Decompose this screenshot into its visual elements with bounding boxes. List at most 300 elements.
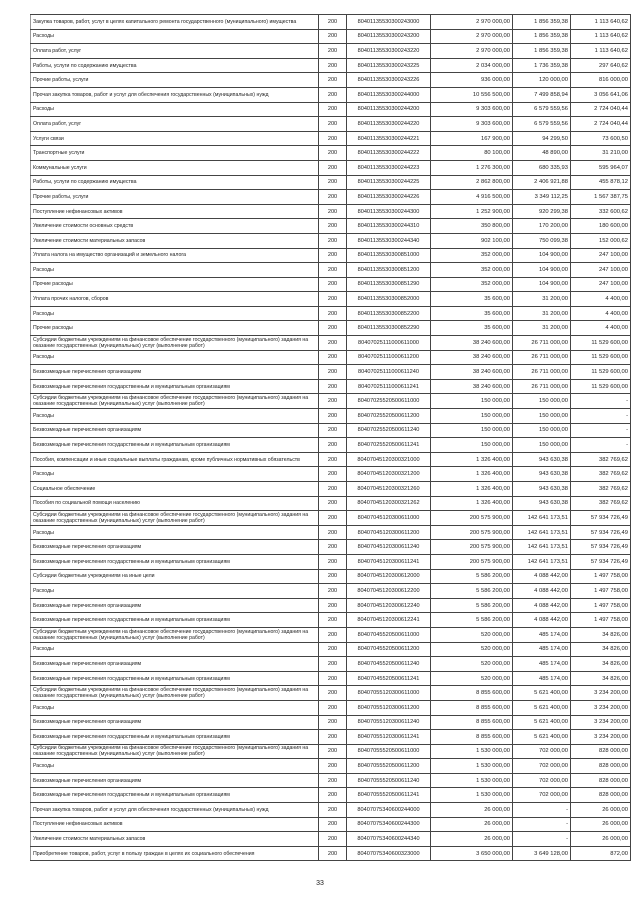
budget-classification-code: 80401135530300244310	[347, 219, 431, 234]
row-description: Субсидии бюджетным учреждениям на финансовое обеспечение государственного (муниципального) задания на оказание государственных (муниципальных) услуг (выполнение работ)	[31, 511, 319, 526]
table-row	[31, 744, 631, 759]
row-description: Расходы	[31, 700, 319, 715]
approved-amount: 1 326 400,00	[431, 467, 513, 482]
budget-classification-code: 80407075340600244300	[347, 817, 431, 832]
line-code: 200	[319, 657, 347, 672]
table-row	[31, 452, 631, 467]
table-row	[31, 87, 631, 102]
executed-amount: 142 641 173,51	[513, 554, 571, 569]
approved-amount: 9 303 600,00	[431, 102, 513, 117]
line-code: 200	[319, 321, 347, 336]
table-row	[31, 233, 631, 248]
row-description: Прочие расходы	[31, 277, 319, 292]
line-code: 200	[319, 759, 347, 774]
budget-classification-code: 80401135530300244300	[347, 204, 431, 219]
executed-amount: 142 641 173,51	[513, 525, 571, 540]
table-row	[31, 817, 631, 832]
line-code: 200	[319, 817, 347, 832]
budget-classification-code: 80401135530300243226	[347, 73, 431, 88]
row-description: Работы, услуги по содержанию имущества	[31, 175, 319, 190]
unexecuted-amount: -	[571, 409, 631, 424]
unexecuted-amount: 4 400,00	[571, 306, 631, 321]
row-description: Субсидии бюджетным учреждениям на финансовое обеспечение государственного (муниципального) задания на оказание государственных (муниципальных) услуг (выполнение работ)	[31, 686, 319, 701]
executed-amount: 7 499 858,94	[513, 87, 571, 102]
row-description: Уплата прочих налогов, сборов	[31, 292, 319, 307]
line-code: 200	[319, 700, 347, 715]
executed-amount: 4 088 442,00	[513, 613, 571, 628]
approved-amount: 200 575 900,00	[431, 525, 513, 540]
budget-classification-code: 80407045520500611200	[347, 642, 431, 657]
budget-classification-code: 80407025520500611241	[347, 438, 431, 453]
budget-classification-code: 80407025520500611240	[347, 423, 431, 438]
line-code: 200	[319, 467, 347, 482]
table-row	[31, 496, 631, 511]
row-description: Безвозмездные перечисления государственным и муниципальным организациям	[31, 379, 319, 394]
budget-classification-code: 80401135530300852200	[347, 306, 431, 321]
unexecuted-amount: 1 113 640,62	[571, 29, 631, 44]
executed-amount: 104 900,00	[513, 277, 571, 292]
approved-amount: 1 530 000,00	[431, 773, 513, 788]
line-code: 200	[319, 131, 347, 146]
approved-amount: 520 000,00	[431, 657, 513, 672]
table-row	[31, 832, 631, 847]
approved-amount: 1 326 400,00	[431, 452, 513, 467]
row-description: Расходы	[31, 759, 319, 774]
line-code: 200	[319, 846, 347, 861]
table-row	[31, 759, 631, 774]
executed-amount: 142 641 173,51	[513, 540, 571, 555]
line-code: 200	[319, 204, 347, 219]
executed-amount: 31 200,00	[513, 292, 571, 307]
approved-amount: 8 855 600,00	[431, 715, 513, 730]
line-code: 200	[319, 306, 347, 321]
line-code: 200	[319, 554, 347, 569]
executed-amount: 4 088 442,00	[513, 598, 571, 613]
approved-amount: 10 556 500,00	[431, 87, 513, 102]
line-code: 200	[319, 773, 347, 788]
approved-amount: 150 000,00	[431, 394, 513, 409]
approved-amount: 26 000,00	[431, 817, 513, 832]
approved-amount: 1 276 300,00	[431, 160, 513, 175]
approved-amount: 200 575 900,00	[431, 511, 513, 526]
approved-amount: 902 100,00	[431, 233, 513, 248]
approved-amount: 8 855 600,00	[431, 730, 513, 745]
unexecuted-amount: 3 234 200,00	[571, 715, 631, 730]
executed-amount: 1 856 359,38	[513, 15, 571, 30]
executed-amount: 485 174,00	[513, 671, 571, 686]
line-code: 200	[319, 642, 347, 657]
line-code: 200	[319, 44, 347, 59]
budget-classification-code: 80407045120300612241	[347, 613, 431, 628]
table-row	[31, 700, 631, 715]
unexecuted-amount: 73 600,50	[571, 131, 631, 146]
budget-classification-code: 80401135530300852290	[347, 321, 431, 336]
table-row	[31, 336, 631, 351]
executed-amount: 48 890,00	[513, 146, 571, 161]
unexecuted-amount: 3 234 200,00	[571, 700, 631, 715]
budget-classification-code: 80407045520500611241	[347, 671, 431, 686]
approved-amount: 5 586 200,00	[431, 613, 513, 628]
unexecuted-amount: 57 934 726,49	[571, 511, 631, 526]
line-code: 200	[319, 190, 347, 205]
unexecuted-amount: 4 400,00	[571, 321, 631, 336]
unexecuted-amount: 297 640,62	[571, 58, 631, 73]
row-description: Безвозмездные перечисления государственным и муниципальным организациям	[31, 554, 319, 569]
budget-classification-code: 80407045120300321000	[347, 452, 431, 467]
unexecuted-amount: 1 497 758,00	[571, 598, 631, 613]
approved-amount: 5 586 200,00	[431, 598, 513, 613]
row-description: Безвозмездные перечисления государственным и муниципальным организациям	[31, 730, 319, 745]
approved-amount: 35 600,00	[431, 292, 513, 307]
approved-amount: 2 862 800,00	[431, 175, 513, 190]
line-code: 200	[319, 409, 347, 424]
budget-classification-code: 80407045120300611240	[347, 540, 431, 555]
table-row	[31, 365, 631, 380]
line-code: 200	[319, 73, 347, 88]
executed-amount: 150 000,00	[513, 394, 571, 409]
executed-amount: 5 621 400,00	[513, 686, 571, 701]
executed-amount: 943 630,38	[513, 482, 571, 497]
unexecuted-amount: 31 210,00	[571, 146, 631, 161]
executed-amount: 170 200,00	[513, 219, 571, 234]
executed-amount: 750 099,38	[513, 233, 571, 248]
executed-amount: -	[513, 803, 571, 818]
row-description: Расходы	[31, 29, 319, 44]
row-description: Прочие работы, услуги	[31, 190, 319, 205]
budget-classification-code: 80401135530300243220	[347, 44, 431, 59]
budget-classification-code: 80407075340600244340	[347, 832, 431, 847]
approved-amount: 520 000,00	[431, 627, 513, 642]
budget-classification-code: 80407075340600244000	[347, 803, 431, 818]
unexecuted-amount: 828 000,00	[571, 773, 631, 788]
line-code: 200	[319, 423, 347, 438]
line-code: 200	[319, 336, 347, 351]
unexecuted-amount: 1 113 640,62	[571, 15, 631, 30]
line-code: 200	[319, 627, 347, 642]
approved-amount: 5 586 200,00	[431, 584, 513, 599]
row-description: Прочая закупка товаров, работ и услуг для обеспечения государственных (муниципальных) нужд	[31, 803, 319, 818]
row-description: Безвозмездные перечисления государственным и муниципальным организациям	[31, 613, 319, 628]
unexecuted-amount: 247 100,00	[571, 248, 631, 263]
unexecuted-amount: 11 529 600,00	[571, 350, 631, 365]
table-row	[31, 715, 631, 730]
approved-amount: 35 600,00	[431, 321, 513, 336]
unexecuted-amount: 3 234 200,00	[571, 730, 631, 745]
unexecuted-amount: 595 964,07	[571, 160, 631, 175]
approved-amount: 150 000,00	[431, 423, 513, 438]
approved-amount: 200 575 900,00	[431, 540, 513, 555]
line-code: 200	[319, 219, 347, 234]
row-description: Расходы	[31, 409, 319, 424]
executed-amount: 94 299,50	[513, 131, 571, 146]
table-row	[31, 277, 631, 292]
budget-classification-code: 80401135530300244220	[347, 117, 431, 132]
table-row	[31, 15, 631, 30]
unexecuted-amount: 34 826,00	[571, 657, 631, 672]
line-code: 200	[319, 102, 347, 117]
unexecuted-amount: 34 826,00	[571, 627, 631, 642]
executed-amount: 26 711 000,00	[513, 336, 571, 351]
unexecuted-amount: 382 769,62	[571, 467, 631, 482]
line-code: 200	[319, 525, 347, 540]
budget-classification-code: 80401135530300244200	[347, 102, 431, 117]
row-description: Безвозмездные перечисления организациям	[31, 715, 319, 730]
line-code: 200	[319, 584, 347, 599]
row-description: Субсидии бюджетным учреждениям на финансовое обеспечение государственного (муниципального) задания на оказание государственных (муниципальных) услуг (выполнение работ)	[31, 394, 319, 409]
unexecuted-amount: 382 769,62	[571, 496, 631, 511]
row-description: Услуги связи	[31, 131, 319, 146]
line-code: 200	[319, 350, 347, 365]
executed-amount: 104 900,00	[513, 263, 571, 278]
row-description: Расходы	[31, 350, 319, 365]
line-code: 200	[319, 788, 347, 803]
table-row	[31, 686, 631, 701]
budget-classification-code: 80401135530300243200	[347, 29, 431, 44]
approved-amount: 5 586 200,00	[431, 569, 513, 584]
line-code: 200	[319, 540, 347, 555]
executed-amount: 150 000,00	[513, 438, 571, 453]
budget-classification-code: 80407055520500611240	[347, 773, 431, 788]
row-description: Прочие работы, услуги	[31, 73, 319, 88]
unexecuted-amount: 4 400,00	[571, 292, 631, 307]
approved-amount: 38 240 600,00	[431, 379, 513, 394]
unexecuted-amount: 11 529 600,00	[571, 336, 631, 351]
executed-amount: 150 000,00	[513, 409, 571, 424]
executed-amount: 26 711 000,00	[513, 365, 571, 380]
line-code: 200	[319, 686, 347, 701]
row-description: Увеличение стоимости материальных запасов	[31, 832, 319, 847]
budget-classification-code: 80407045120300611241	[347, 554, 431, 569]
row-description: Расходы	[31, 102, 319, 117]
table-row	[31, 175, 631, 190]
executed-amount: 920 299,38	[513, 204, 571, 219]
row-description: Безвозмездные перечисления организациям	[31, 598, 319, 613]
executed-amount: 943 630,38	[513, 452, 571, 467]
budget-classification-code: 80401135530300244221	[347, 131, 431, 146]
unexecuted-amount: 828 000,00	[571, 759, 631, 774]
unexecuted-amount: -	[571, 438, 631, 453]
budget-classification-code: 80407025111000611200	[347, 350, 431, 365]
unexecuted-amount: 1 497 758,00	[571, 569, 631, 584]
unexecuted-amount: 247 100,00	[571, 263, 631, 278]
table-row	[31, 613, 631, 628]
unexecuted-amount: 2 724 040,44	[571, 102, 631, 117]
executed-amount: 702 000,00	[513, 744, 571, 759]
row-description: Оплата работ, услуг	[31, 117, 319, 132]
unexecuted-amount: 26 000,00	[571, 817, 631, 832]
table-row	[31, 394, 631, 409]
unexecuted-amount: 828 000,00	[571, 788, 631, 803]
row-description: Оплата работ, услуг	[31, 44, 319, 59]
table-row	[31, 525, 631, 540]
executed-amount: 4 088 442,00	[513, 584, 571, 599]
approved-amount: 2 034 000,00	[431, 58, 513, 73]
row-description: Безвозмездные перечисления государственным и муниципальным организациям	[31, 438, 319, 453]
approved-amount: 1 252 900,00	[431, 204, 513, 219]
row-description: Расходы	[31, 263, 319, 278]
budget-classification-code: 80407025111000611241	[347, 379, 431, 394]
executed-amount: 485 174,00	[513, 627, 571, 642]
line-code: 200	[319, 379, 347, 394]
approved-amount: 26 000,00	[431, 803, 513, 818]
budget-classification-code: 80401135530300243000	[347, 15, 431, 30]
budget-classification-code: 80407045120300612200	[347, 584, 431, 599]
executed-amount: 150 000,00	[513, 423, 571, 438]
row-description: Поступление нефинансовых активов	[31, 817, 319, 832]
table-row	[31, 117, 631, 132]
approved-amount: 1 530 000,00	[431, 788, 513, 803]
unexecuted-amount: 180 600,00	[571, 219, 631, 234]
unexecuted-amount: 26 000,00	[571, 803, 631, 818]
table-row	[31, 467, 631, 482]
approved-amount: 38 240 600,00	[431, 336, 513, 351]
table-row	[31, 627, 631, 642]
executed-amount: 3 649 128,00	[513, 846, 571, 861]
line-code: 200	[319, 29, 347, 44]
executed-amount: 2 406 921,88	[513, 175, 571, 190]
line-code: 200	[319, 671, 347, 686]
row-description: Прочие расходы	[31, 321, 319, 336]
row-description: Пособия по социальной помощи населению	[31, 496, 319, 511]
table-row	[31, 146, 631, 161]
budget-classification-code: 80407055520500611000	[347, 744, 431, 759]
executed-amount: 120 000,00	[513, 73, 571, 88]
unexecuted-amount: 152 000,62	[571, 233, 631, 248]
table-row	[31, 73, 631, 88]
unexecuted-amount: 1 113 640,62	[571, 44, 631, 59]
budget-classification-code: 80401135530300244340	[347, 233, 431, 248]
budget-classification-code: 80407055520500611200	[347, 759, 431, 774]
budget-classification-code: 80407075340600323000	[347, 846, 431, 861]
unexecuted-amount: 57 934 726,49	[571, 554, 631, 569]
unexecuted-amount: 816 000,00	[571, 73, 631, 88]
table-row	[31, 482, 631, 497]
unexecuted-amount: 247 100,00	[571, 277, 631, 292]
row-description: Расходы	[31, 306, 319, 321]
table-row	[31, 569, 631, 584]
table-row	[31, 671, 631, 686]
row-description: Субсидии бюджетным учреждениям на финансовое обеспечение государственного (муниципального) задания на оказание государственных (муниципальных) услуг (выполнение работ)	[31, 744, 319, 759]
approved-amount: 80 100,00	[431, 146, 513, 161]
unexecuted-amount: -	[571, 423, 631, 438]
unexecuted-amount: 34 826,00	[571, 671, 631, 686]
table-row	[31, 642, 631, 657]
table-row	[31, 584, 631, 599]
table-row	[31, 540, 631, 555]
budget-classification-code: 80401135530300243225	[347, 58, 431, 73]
row-description: Транспортные услуги	[31, 146, 319, 161]
table-row	[31, 409, 631, 424]
approved-amount: 520 000,00	[431, 642, 513, 657]
line-code: 200	[319, 730, 347, 745]
executed-amount: 680 335,93	[513, 160, 571, 175]
budget-classification-code: 80407025111000611240	[347, 365, 431, 380]
budget-classification-code: 80401135530300852000	[347, 292, 431, 307]
line-code: 200	[319, 160, 347, 175]
executed-amount: 5 621 400,00	[513, 700, 571, 715]
budget-classification-code: 80407055120300611241	[347, 730, 431, 745]
approved-amount: 1 326 400,00	[431, 482, 513, 497]
executed-amount: 702 000,00	[513, 759, 571, 774]
table-row	[31, 219, 631, 234]
unexecuted-amount: 26 000,00	[571, 832, 631, 847]
line-code: 200	[319, 87, 347, 102]
table-row	[31, 438, 631, 453]
approved-amount: 4 916 500,00	[431, 190, 513, 205]
line-code: 200	[319, 452, 347, 467]
executed-amount: 1 736 359,38	[513, 58, 571, 73]
budget-classification-code: 80407055120300611000	[347, 686, 431, 701]
row-description: Расходы	[31, 525, 319, 540]
budget-classification-code: 80407025520500611200	[347, 409, 431, 424]
approved-amount: 520 000,00	[431, 671, 513, 686]
row-description: Безвозмездные перечисления организациям	[31, 540, 319, 555]
table-row	[31, 306, 631, 321]
unexecuted-amount: 2 724 040,44	[571, 117, 631, 132]
line-code: 200	[319, 438, 347, 453]
unexecuted-amount: 1 497 758,00	[571, 613, 631, 628]
line-code: 200	[319, 496, 347, 511]
executed-amount: 104 900,00	[513, 248, 571, 263]
approved-amount: 350 800,00	[431, 219, 513, 234]
approved-amount: 38 240 600,00	[431, 350, 513, 365]
budget-execution-table	[30, 14, 631, 861]
approved-amount: 1 326 400,00	[431, 496, 513, 511]
unexecuted-amount: 872,00	[571, 846, 631, 861]
table-row	[31, 44, 631, 59]
row-description: Увеличение стоимости основных средств	[31, 219, 319, 234]
table-body	[31, 15, 631, 861]
table-row	[31, 773, 631, 788]
budget-classification-code: 80401135530300851000	[347, 248, 431, 263]
line-code: 200	[319, 365, 347, 380]
approved-amount: 2 970 000,00	[431, 44, 513, 59]
approved-amount: 1 530 000,00	[431, 759, 513, 774]
row-description: Социальное обеспечение	[31, 482, 319, 497]
line-code: 200	[319, 744, 347, 759]
budget-classification-code: 80407045120300321200	[347, 467, 431, 482]
executed-amount: 6 579 559,56	[513, 117, 571, 132]
line-code: 200	[319, 117, 347, 132]
executed-amount: 3 349 112,25	[513, 190, 571, 205]
approved-amount: 936 000,00	[431, 73, 513, 88]
approved-amount: 352 000,00	[431, 263, 513, 278]
budget-classification-code: 80401135530300244000	[347, 87, 431, 102]
budget-classification-code: 80407045120300321262	[347, 496, 431, 511]
budget-classification-code: 80407025520500611000	[347, 394, 431, 409]
line-code: 200	[319, 277, 347, 292]
budget-classification-code: 80407055120300611200	[347, 700, 431, 715]
approved-amount: 352 000,00	[431, 248, 513, 263]
unexecuted-amount: 3 234 200,00	[571, 686, 631, 701]
budget-classification-code: 80407055520500611241	[347, 788, 431, 803]
line-code: 200	[319, 248, 347, 263]
line-code: 200	[319, 569, 347, 584]
table-row	[31, 321, 631, 336]
approved-amount: 3 650 000,00	[431, 846, 513, 861]
line-code: 200	[319, 482, 347, 497]
executed-amount: 142 641 173,51	[513, 511, 571, 526]
row-description: Пособия, компенсации и иные социальные выплаты гражданам, кроме публичных нормативных обязательств	[31, 452, 319, 467]
row-description: Субсидии бюджетным учреждениям на иные цели	[31, 569, 319, 584]
row-description: Безвозмездные перечисления организациям	[31, 365, 319, 380]
unexecuted-amount: 828 000,00	[571, 744, 631, 759]
executed-amount: 31 200,00	[513, 306, 571, 321]
approved-amount: 8 855 600,00	[431, 700, 513, 715]
approved-amount: 1 530 000,00	[431, 744, 513, 759]
approved-amount: 352 000,00	[431, 277, 513, 292]
row-description: Безвозмездные перечисления организациям	[31, 773, 319, 788]
